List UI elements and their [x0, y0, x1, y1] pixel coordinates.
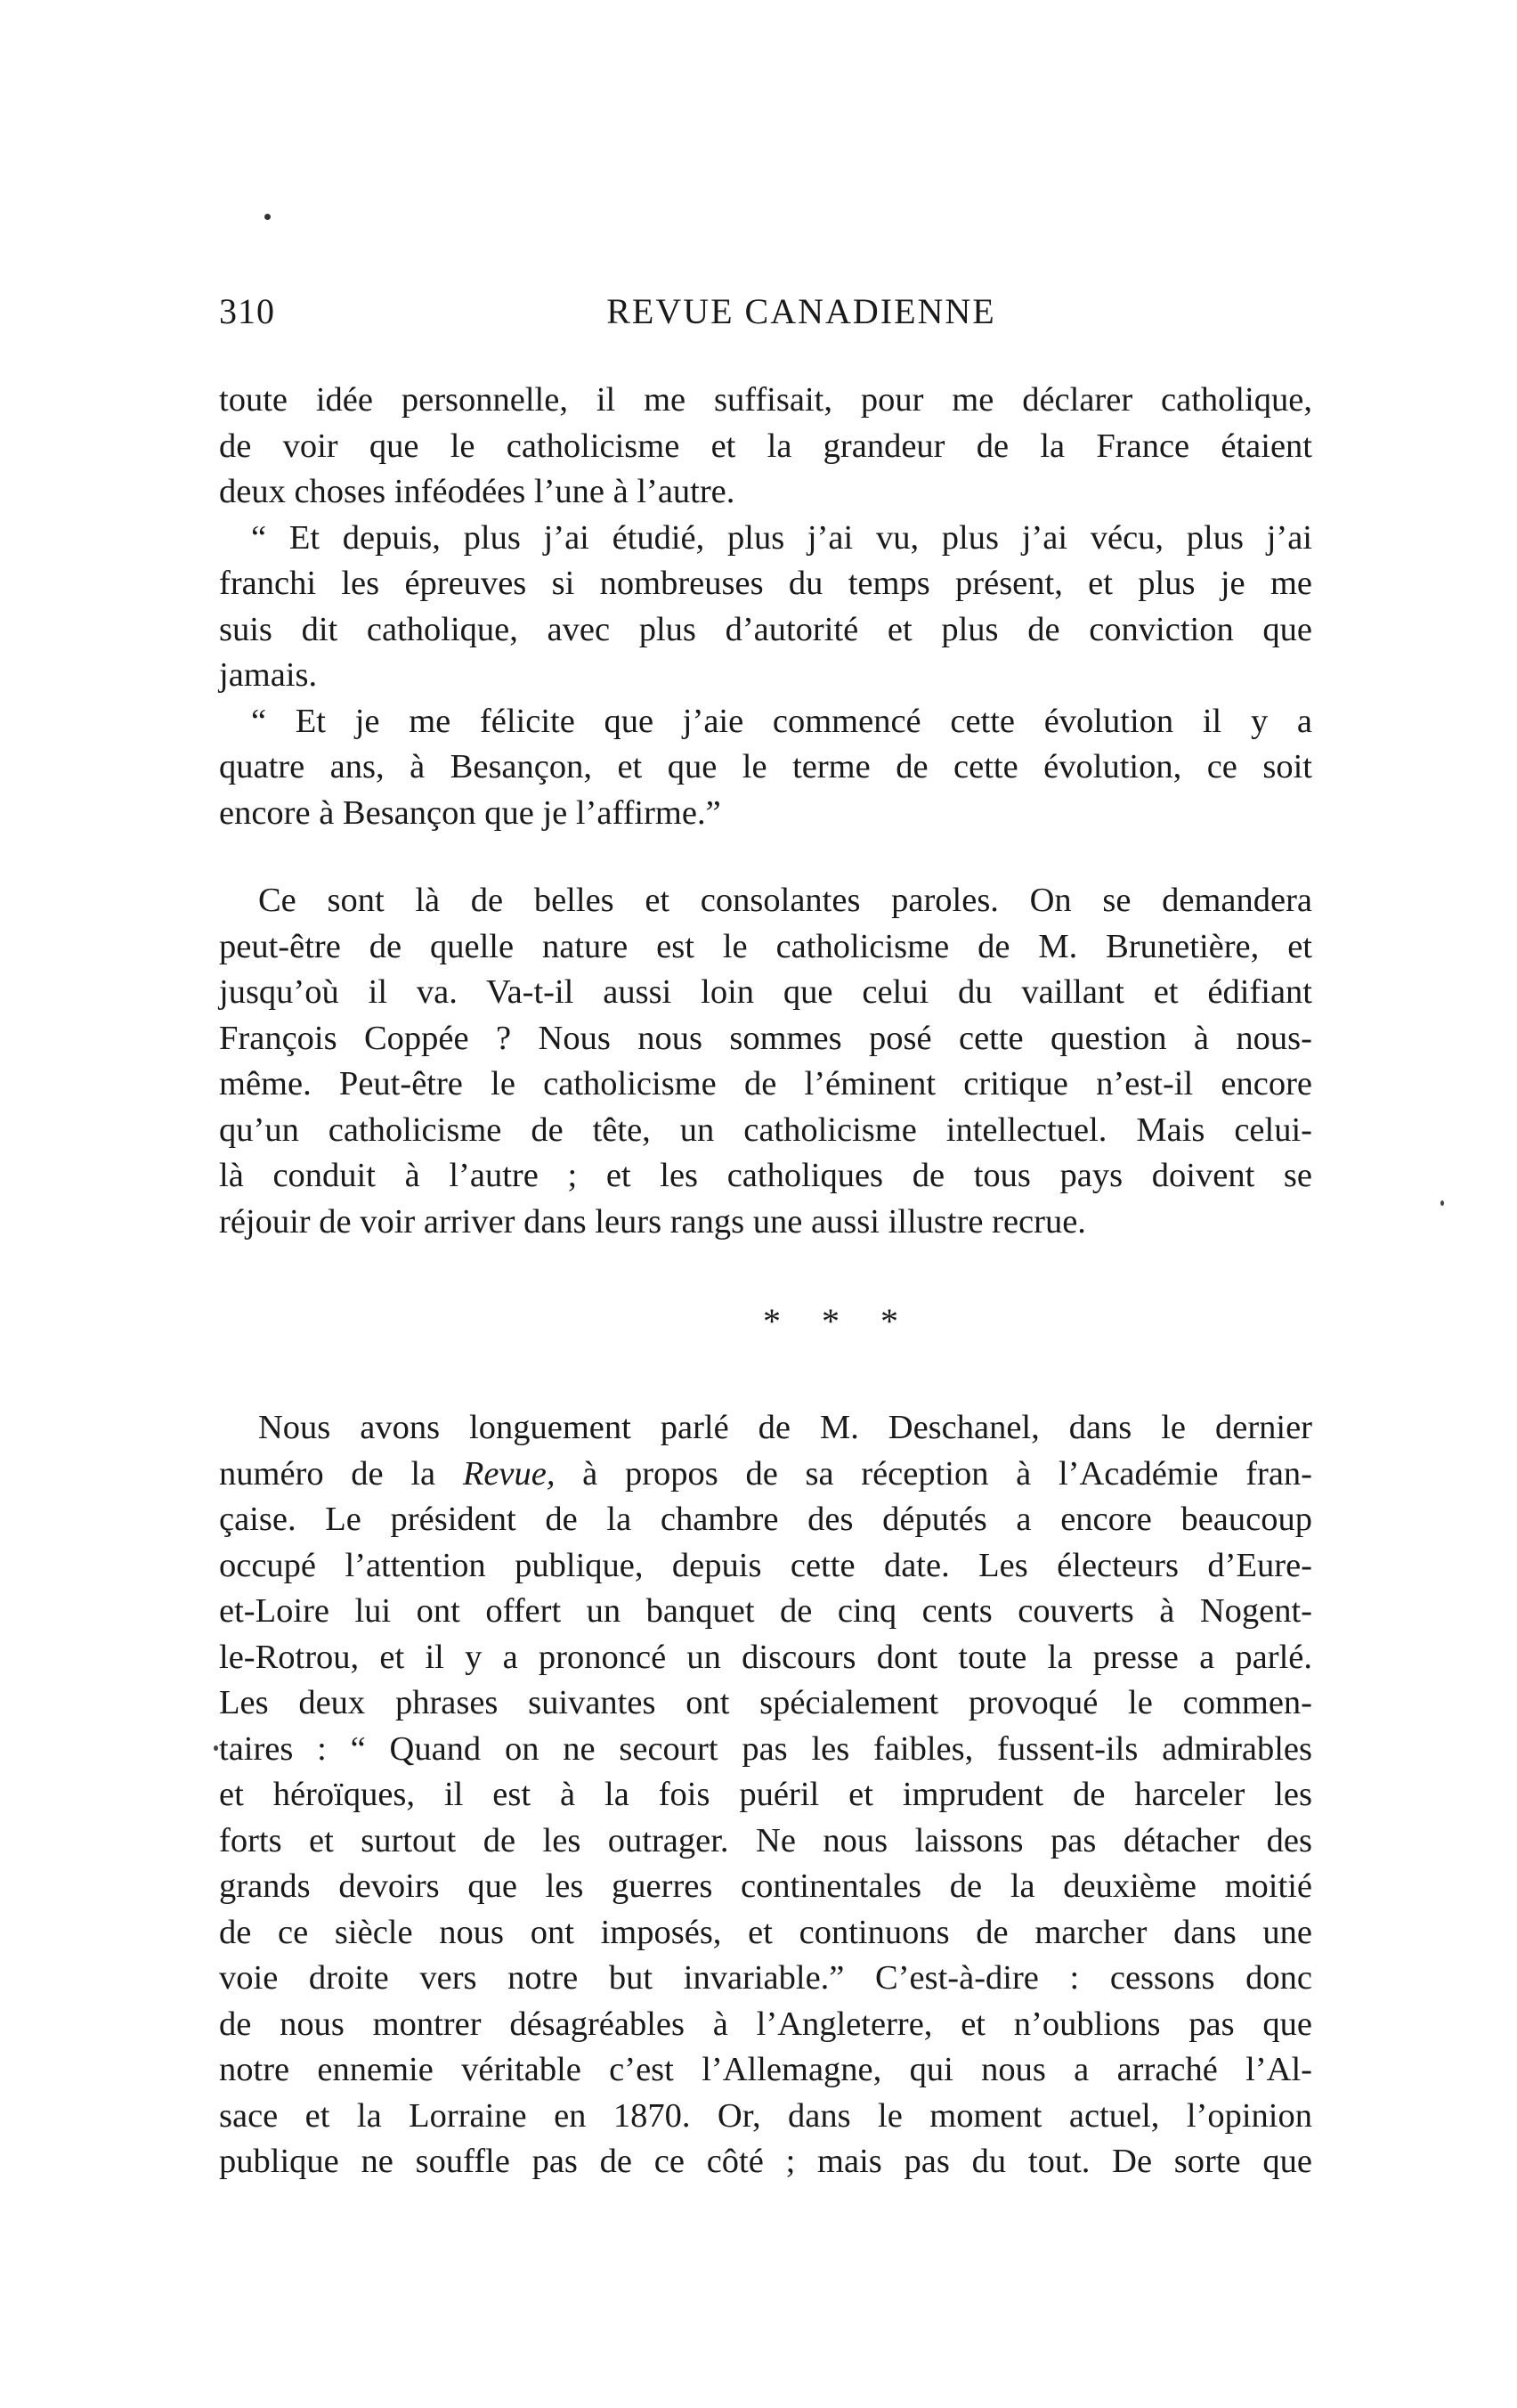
ink-speck — [214, 1745, 218, 1751]
paragraph-block-deschanel — [219, 1405, 1312, 2185]
text-line: franchi les épreuves si nombreuses du temps présent, et plus je me — [219, 565, 1312, 602]
text-line: taires : “ Quand on ne secourt pas les faibles, fussent-ils admirables — [219, 1729, 1312, 1768]
ink-speck — [1440, 1200, 1444, 1206]
text-line: “ Et je me félicite que j’aie commencé cette évolution il y a — [251, 702, 1312, 740]
text-line: même. Peut-être le catholicisme de l’éminent critique n’est-il encore — [219, 1065, 1312, 1102]
page-number: 310 — [219, 291, 275, 331]
text-line: de ce siècle nous ont imposés, et continuons de marcher dans une — [219, 1913, 1312, 1951]
text-line: jamais. — [219, 656, 318, 694]
text-line: Nous avons longuement parlé de M. Deschanel, dans le dernier — [258, 1409, 1312, 1446]
text-line: jusqu’où il va. Va-t-il aussi loin que celui du vaillant et édifiant — [219, 973, 1312, 1011]
text-segment: numéro de la — [219, 1454, 463, 1493]
text-line: de nous montrer désagréables à l’Angleterre, et n’oublions pas que — [219, 2005, 1312, 2043]
paragraph-block-commentary — [219, 878, 1312, 1245]
text-line: qu’un catholicisme de tête, un catholicisme intellectuel. Mais celui- — [219, 1110, 1312, 1149]
text-line: le-Rotrou, et il y a prononcé un discours dont toute la presse a parlé. — [219, 1638, 1312, 1676]
text-line: notre ennemie véritable c’est l’Allemagne, qui nous a arraché l’Al- — [219, 2051, 1312, 2088]
text-line: François Coppée ? Nous nous sommes posé cette question à nous- — [219, 1019, 1312, 1057]
text-line: toute idée personnelle, il me suffisait, pour me déclarer catholique, — [219, 381, 1312, 419]
text-line: çaise. Le président de la chambre des députés a encore beaucoup — [219, 1501, 1312, 1538]
text-line: peut-être de quelle nature est le catholicisme de M. Brunetière, et — [219, 927, 1312, 965]
section-separator: * * * — [763, 1301, 914, 1341]
text-line: occupé l’attention publique, depuis cette date. Les électeurs d’Eure- — [219, 1546, 1312, 1584]
text-line: “ Et depuis, plus j’ai étudié, plus j’ai vu, plus j’ai vécu, plus j’ai — [251, 518, 1312, 557]
text-line: réjouir de voir arriver dans leurs rangs une aussi illustre recrue. — [219, 1202, 1086, 1241]
text-line-with-italic — [219, 1452, 1312, 1498]
text-line: forts et surtout de les outrager. Ne nous laissons pas détacher des — [219, 1821, 1312, 1859]
running-title: REVUE CANADIENNE — [606, 291, 996, 331]
text-line: de voir que le catholicisme et la grandeur de la France étaient — [219, 427, 1312, 465]
journal-title-italic: Revue, — [462, 1454, 556, 1493]
text-line: deux choses inféodées l’une à l’autre. — [219, 473, 735, 510]
text-line: quatre ans, à Besançon, et que le terme de cette évolution, ce soit — [219, 748, 1312, 785]
paragraph-block-quote — [219, 378, 1312, 836]
text-line: et héroïques, il est à la fois puéril et imprudent de harceler les — [219, 1776, 1312, 1813]
text-segment: à propos de sa réception à l’Académie fran- — [555, 1454, 1313, 1493]
page-header — [219, 287, 1312, 337]
text-line: publique ne souffle pas de ce côté ; mais pas du tout. De sorte que — [219, 2143, 1312, 2180]
text-line: Les deux phrases suivantes ont spécialement provoqué le commen- — [219, 1684, 1312, 1721]
text-line: Ce sont là de belles et consolantes paroles. On se demandera — [258, 882, 1312, 919]
text-line: suis dit catholique, avec plus d’autorité et plus de conviction que — [219, 610, 1312, 648]
text-line: sace et la Lorraine en 1870. Or, dans le moment actuel, l’opinion — [219, 2096, 1312, 2135]
text-line: voie droite vers notre but invariable.” C’est-à-dire : cessons donc — [219, 1959, 1312, 1997]
text-line: encore à Besançon que je l’affirme.” — [219, 793, 721, 832]
text-line: là conduit à l’autre ; et les catholiques de tous pays doivent se — [219, 1157, 1312, 1194]
text-line: grands devoirs que les guerres continentales de la deuxième moitié — [219, 1867, 1312, 1905]
text-line: et-Loire lui ont offert un banquet de cinq cents couverts à Nogent- — [219, 1592, 1312, 1630]
ink-speck — [264, 214, 271, 220]
